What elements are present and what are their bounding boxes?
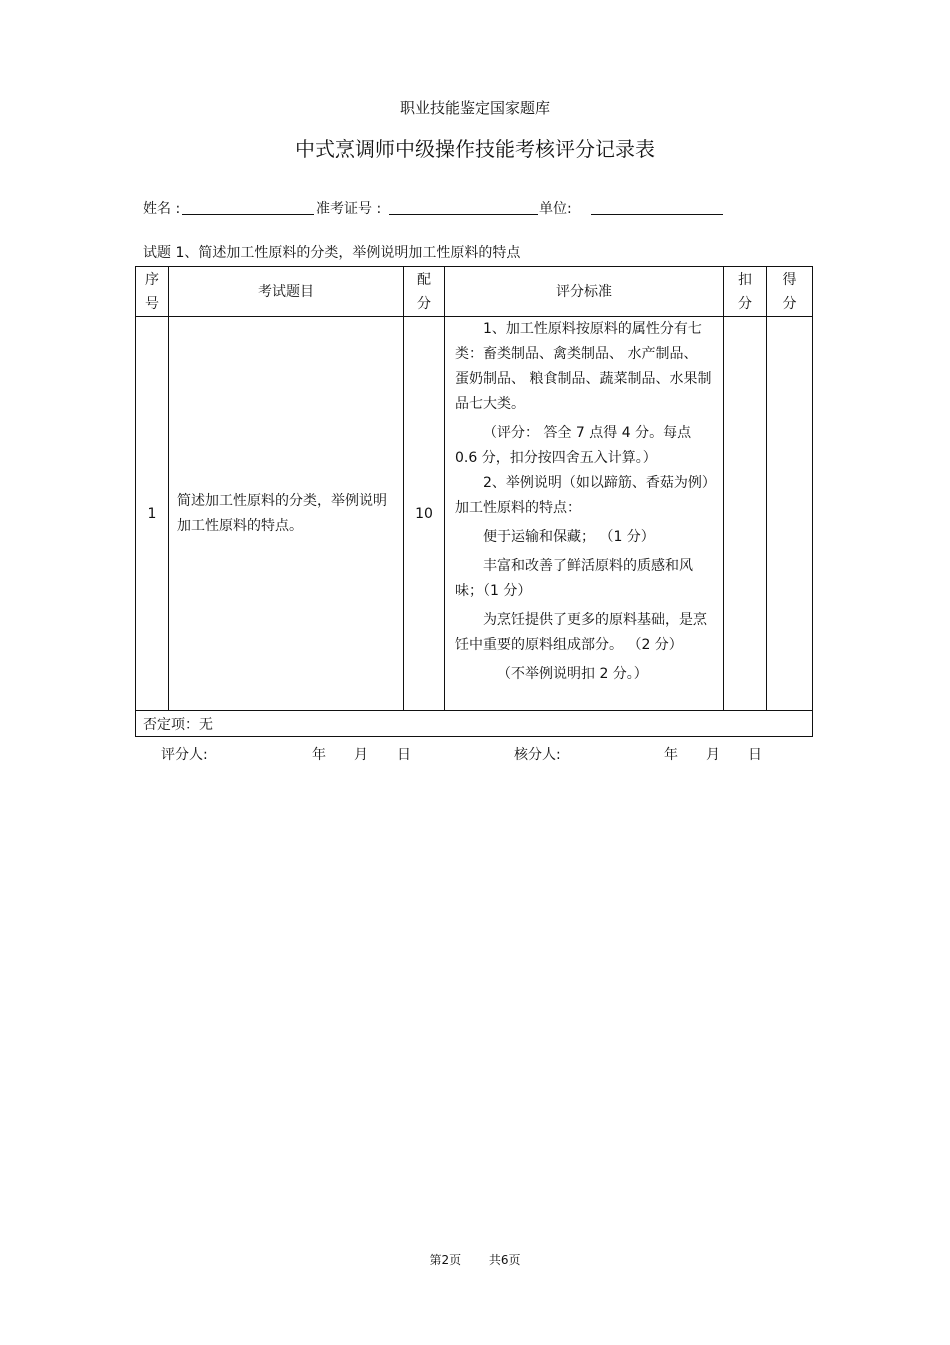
checker-label: 核分人: (514, 747, 561, 763)
header-score: 配 分 (404, 267, 445, 317)
scorer-date-day: 日 (397, 747, 411, 763)
table-row (136, 317, 813, 711)
unit-label: 单位: (539, 201, 572, 217)
header-deduct: 扣 分 (724, 267, 767, 317)
checker-date-day: 日 (748, 747, 762, 763)
veto-row (136, 711, 813, 737)
criteria-item: 便于运输和保藏； （1 分） (483, 529, 655, 545)
header-topic: 考试题目 (169, 267, 404, 317)
row-got[interactable] (767, 317, 813, 711)
criteria-item: （评分： 答全 7 点得 4 分。每点 0.6 分，扣分按四舍五入计算。） (455, 425, 692, 466)
header-seq: 序 号 (136, 267, 169, 317)
row-score: 10 (404, 317, 445, 711)
question-bank-title: 职业技能鉴定国家题库 (399, 99, 550, 117)
header-criteria: 评分标准 (445, 267, 724, 317)
header-got: 得 分 (767, 267, 813, 317)
checker-date-month: 月 (706, 747, 720, 763)
scorer-label: 评分人: (161, 747, 208, 763)
name-label: 姓名 : (143, 201, 181, 217)
page-total: 共6页 (488, 1253, 521, 1267)
veto-cell: 否定项：无 (136, 711, 813, 737)
criteria-item: 1、加工性原料按原料的属性分有七类：畜类制品、禽类制品、 水产制品、 蛋奶制品、 粮食制品、蔬菜制品、水果制品七大类。 (455, 321, 712, 412)
question-statement: 试题 1、简述加工性原料的分类，举例说明加工性原料的特点 (143, 245, 521, 261)
criteria-item: 为烹饪提供了更多的原料基础，是烹饪中重要的原料组成部分。 （2 分） (455, 612, 707, 653)
criteria-item: （不举例说明扣 2 分。） (497, 666, 648, 682)
row-seq: 1 (136, 317, 169, 711)
page-footer (0, 1251, 950, 1268)
criteria-item: 2、举例说明（如以蹄筋、香菇为例）加工性原料的特点： (455, 475, 709, 516)
exam-id-blank[interactable] (389, 214, 538, 215)
row-criteria (445, 317, 724, 711)
name-blank[interactable] (182, 214, 314, 215)
scorer-date-year: 年 (312, 747, 326, 763)
table-header-row (136, 267, 813, 317)
form-title: 中式烹调师中级操作技能考核评分记录表 (295, 137, 655, 161)
checker-date-year: 年 (664, 747, 678, 763)
unit-blank[interactable] (591, 214, 723, 215)
page-number: 第2页 (429, 1253, 462, 1267)
row-topic: 简述加工性原料的分类，举例说明加工性原料的特点。 (169, 317, 404, 711)
scoring-table (135, 266, 813, 737)
scorer-date-month: 月 (354, 747, 368, 763)
exam-id-label: 准考证号 : (316, 201, 382, 217)
criteria-item: 丰富和改善了鲜活原料的质感和风味；（1 分） (455, 558, 693, 599)
row-deduct[interactable] (724, 317, 767, 711)
